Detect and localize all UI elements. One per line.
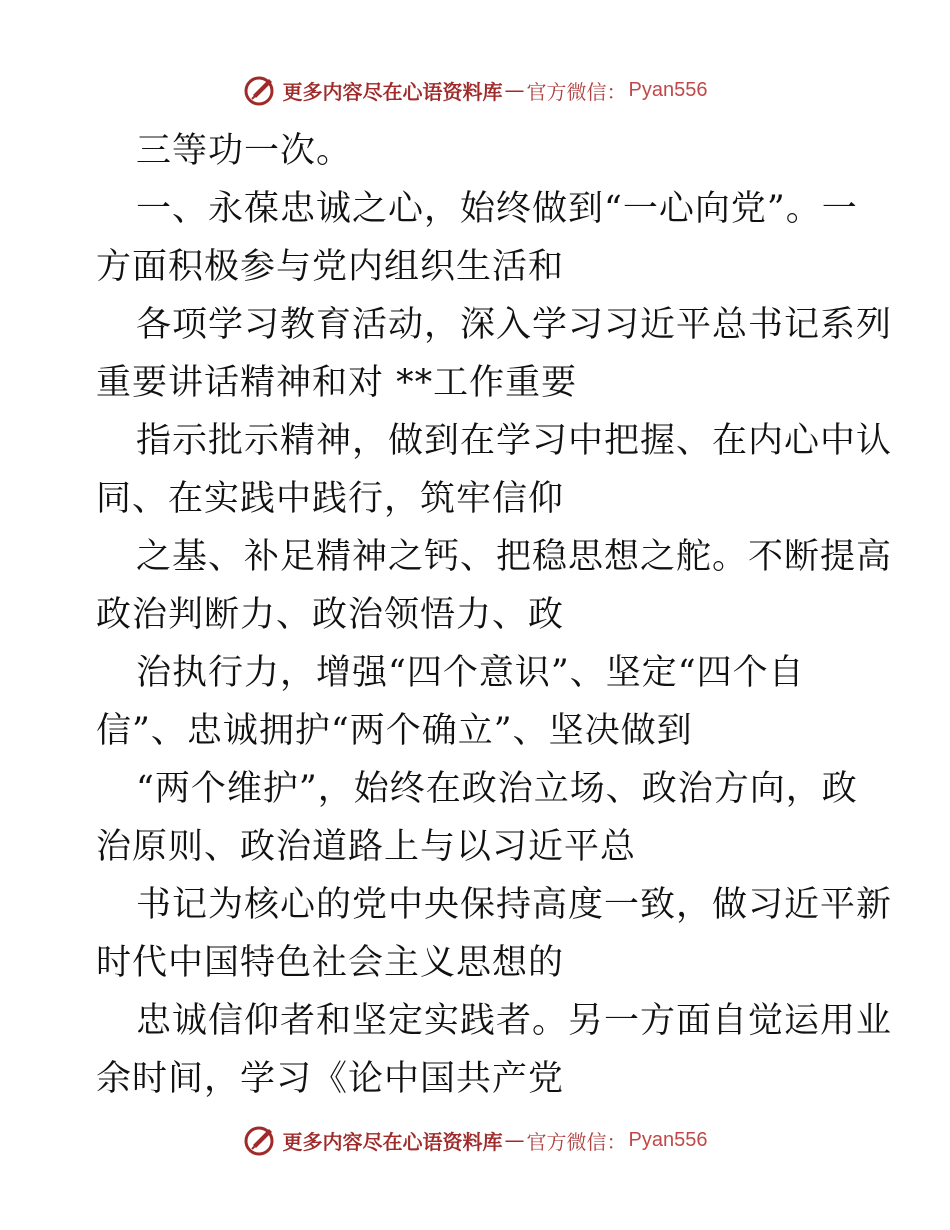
body-line: 各项学习教育活动，深入学习习近平总书记系列 — [136, 305, 893, 345]
footer-banner — [0, 1120, 950, 1160]
body-line: 余时间，学习《论中国共产党 — [96, 1059, 565, 1099]
banner-site-text: 更多内容尽在心语资料库 — [282, 1129, 503, 1154]
body-line: 同、在实践中践行，筑牢信仰 — [96, 479, 565, 519]
body-line: 治原则、政治道路上与以习近平总 — [96, 827, 637, 867]
banner-dash: — — [504, 78, 525, 102]
body-line: 书记为核心的党中央保持高度一致，做习近平新 — [136, 885, 893, 925]
body-line: 信”、忠诚拥护“两个确立”、坚决做到 — [96, 711, 693, 751]
document-body — [96, 122, 893, 1108]
body-line: “两个维护”，始终在政治立场、政治方向，政 — [136, 769, 858, 809]
quill-seal-icon — [243, 73, 277, 107]
body-line: 之基、补足精神之钙、把稳思想之舵。不断提高 — [136, 537, 893, 577]
body-line: 一、永葆忠诚之心，始终做到“一心向党”。一 — [136, 189, 858, 229]
body-line: 方面积极参与党内组织生活和 — [96, 247, 565, 287]
body-line: 时代中国特色社会主义思想的 — [96, 943, 565, 983]
quill-seal-icon — [243, 1123, 277, 1157]
banner-wechat-id: Pyan556 — [628, 1128, 708, 1151]
body-line: 政治判断力、政治领悟力、政 — [96, 595, 565, 635]
banner-wechat-id: Pyan556 — [628, 78, 708, 101]
banner-wechat-label: 官方微信： — [526, 1129, 627, 1154]
body-line: 忠诚信仰者和坚定实践者。另一方面自觉运用业 — [136, 1001, 893, 1041]
body-line: 治执行力，增强“四个意识”、坚定“四个自 — [136, 653, 805, 693]
banner-wechat-label: 官方微信： — [526, 79, 627, 104]
body-line: 重要讲话精神和对 **工作重要 — [96, 363, 578, 403]
banner-dash: — — [504, 1128, 525, 1152]
banner-site-text: 更多内容尽在心语资料库 — [282, 79, 503, 104]
body-line: 三等功一次。 — [136, 131, 353, 171]
header-banner — [0, 70, 950, 110]
body-line: 指示批示精神，做到在学习中把握、在内心中认 — [136, 421, 893, 461]
